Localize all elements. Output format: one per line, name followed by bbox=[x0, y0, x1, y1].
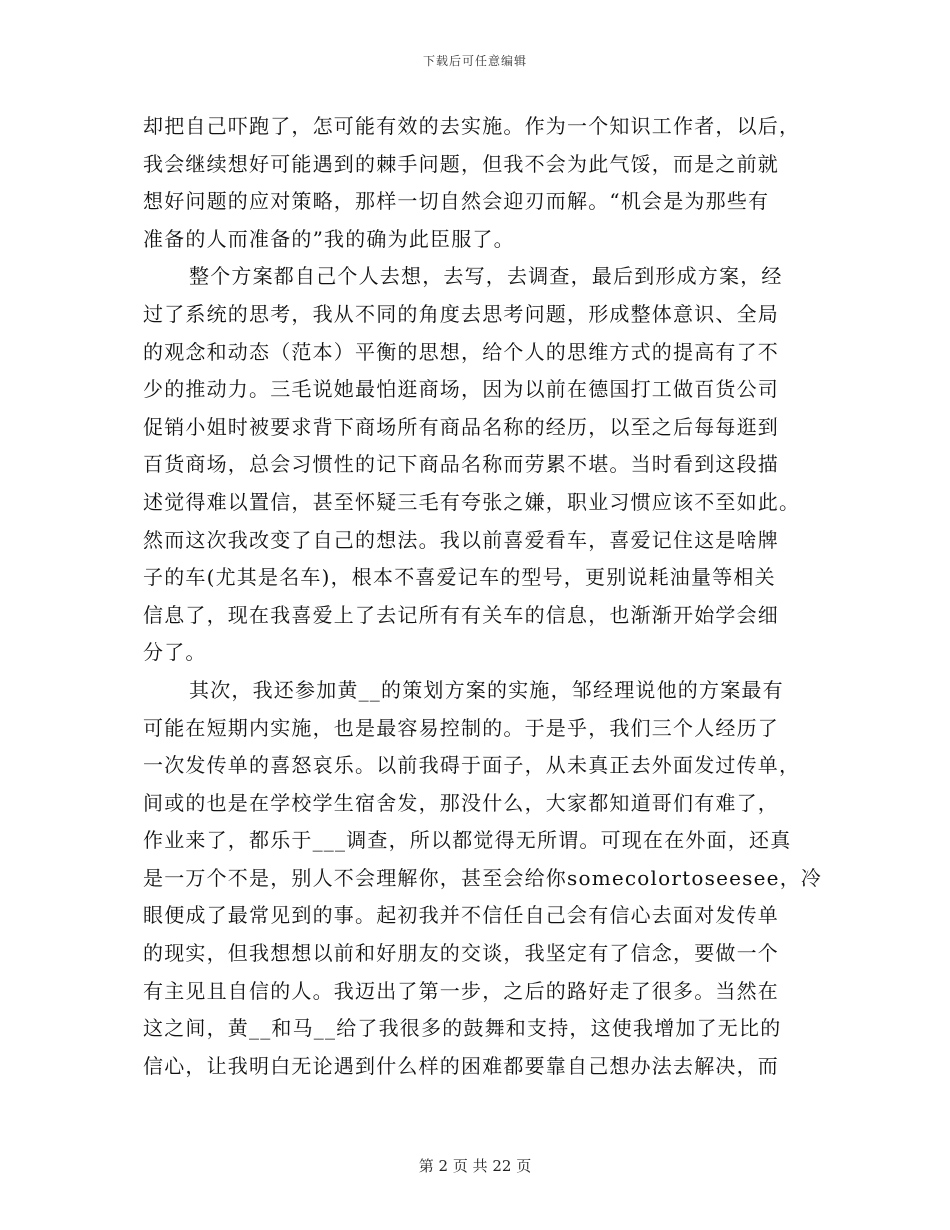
text-line: 眼便成了最常见到的事。起初我并不信任自己会有信心去面对发传单 bbox=[143, 903, 779, 928]
body-text bbox=[143, 108, 823, 1085]
text-line: 过了系统的思考，我从不同的角度去思考问题，形成整体意识、全局 bbox=[143, 301, 779, 326]
text-line: 的现实，但我想想以前和好朋友的交谈，我坚定有了信念，要做一个 bbox=[143, 941, 779, 966]
text-line: 却把自己吓跑了，怎可能有效的去实施。作为一个知识工作者，以后， bbox=[143, 114, 801, 138]
text-line: 这之间，黄__和马__给了我很多的鼓舞和支持，这使我增加了无比的 bbox=[143, 1016, 782, 1041]
text-line: 作业来了，都乐于___调查，所以都觉得无所谓。可现在在外面，还真 bbox=[143, 828, 792, 853]
text-line: 是一万个不是，别人不会理解你，甚至会给你somecolortoseesee，冷 bbox=[143, 865, 823, 890]
text-line: 准备的人而准备的”我的确为此臣服了。 bbox=[143, 226, 515, 251]
text-line: 百货商场，总会习惯性的记下商品名称而劳累不堪。当时看到这段描 bbox=[143, 452, 779, 477]
text-line: 子的车(尤其是名车)，根本不喜爱记车的型号，更别说耗油量等相关 bbox=[143, 565, 776, 590]
text-line: 分了。 bbox=[143, 640, 207, 665]
text-line: 述觉得难以置信，甚至怀疑三毛有夸张之嫌，职业习惯应该不至如此。 bbox=[143, 489, 801, 514]
text-line: 间或的也是在学校学生宿舍发，那没什么，大家都知道哥们有难了， bbox=[143, 790, 779, 815]
text-line: 其次，我还参加黄__的策划方案的实施，邹经理说他的方案最有 bbox=[189, 677, 784, 702]
text-line: 少的推动力。三毛说她最怕逛商场，因为以前在德国打工做百货公司 bbox=[143, 377, 779, 402]
text-line: 然而这次我改变了自己的想法。我以前喜爱看车，喜爱记住这是啥牌 bbox=[143, 527, 779, 552]
text-line: 想好问题的应对策略，那样一切自然会迎刃而解。“机会是为那些有 bbox=[143, 189, 770, 214]
text-line: 的观念和动态（范本）平衡的思想，给个人的思维方式的提高有了不 bbox=[143, 339, 779, 364]
text-line: 一次发传单的喜怒哀乐。以前我碍于面子，从未真正去外面发过传单， bbox=[143, 753, 801, 778]
page-footer: 第 2 页 共 22 页 bbox=[418, 1157, 532, 1175]
page-header: 下载后可任意编辑 bbox=[422, 54, 527, 68]
text-line: 整个方案都自己个人去想，去写，去调查，最后到形成方案，经 bbox=[189, 264, 783, 289]
text-line: 信心，让我明白无论遇到什么样的困难都要靠自己想办法去解决，而 bbox=[143, 1053, 779, 1078]
text-line: 我会继续想好可能遇到的棘手问题，但我不会为此气馁，而是之前就 bbox=[143, 151, 779, 176]
text-line: 促销小姐时被要求背下商场所有商品名称的经历，以至之后每每逛到 bbox=[143, 414, 779, 439]
text-line: 有主见且自信的人。我迈出了第一步，之后的路好走了很多。当然在 bbox=[143, 978, 779, 1003]
text-line: 信息了，现在我喜爱上了去记所有有关车的信息，也渐渐开始学会细 bbox=[143, 602, 779, 627]
text-line: 可能在短期内实施，也是最容易控制的。于是乎，我们三个人经历了 bbox=[143, 715, 779, 740]
